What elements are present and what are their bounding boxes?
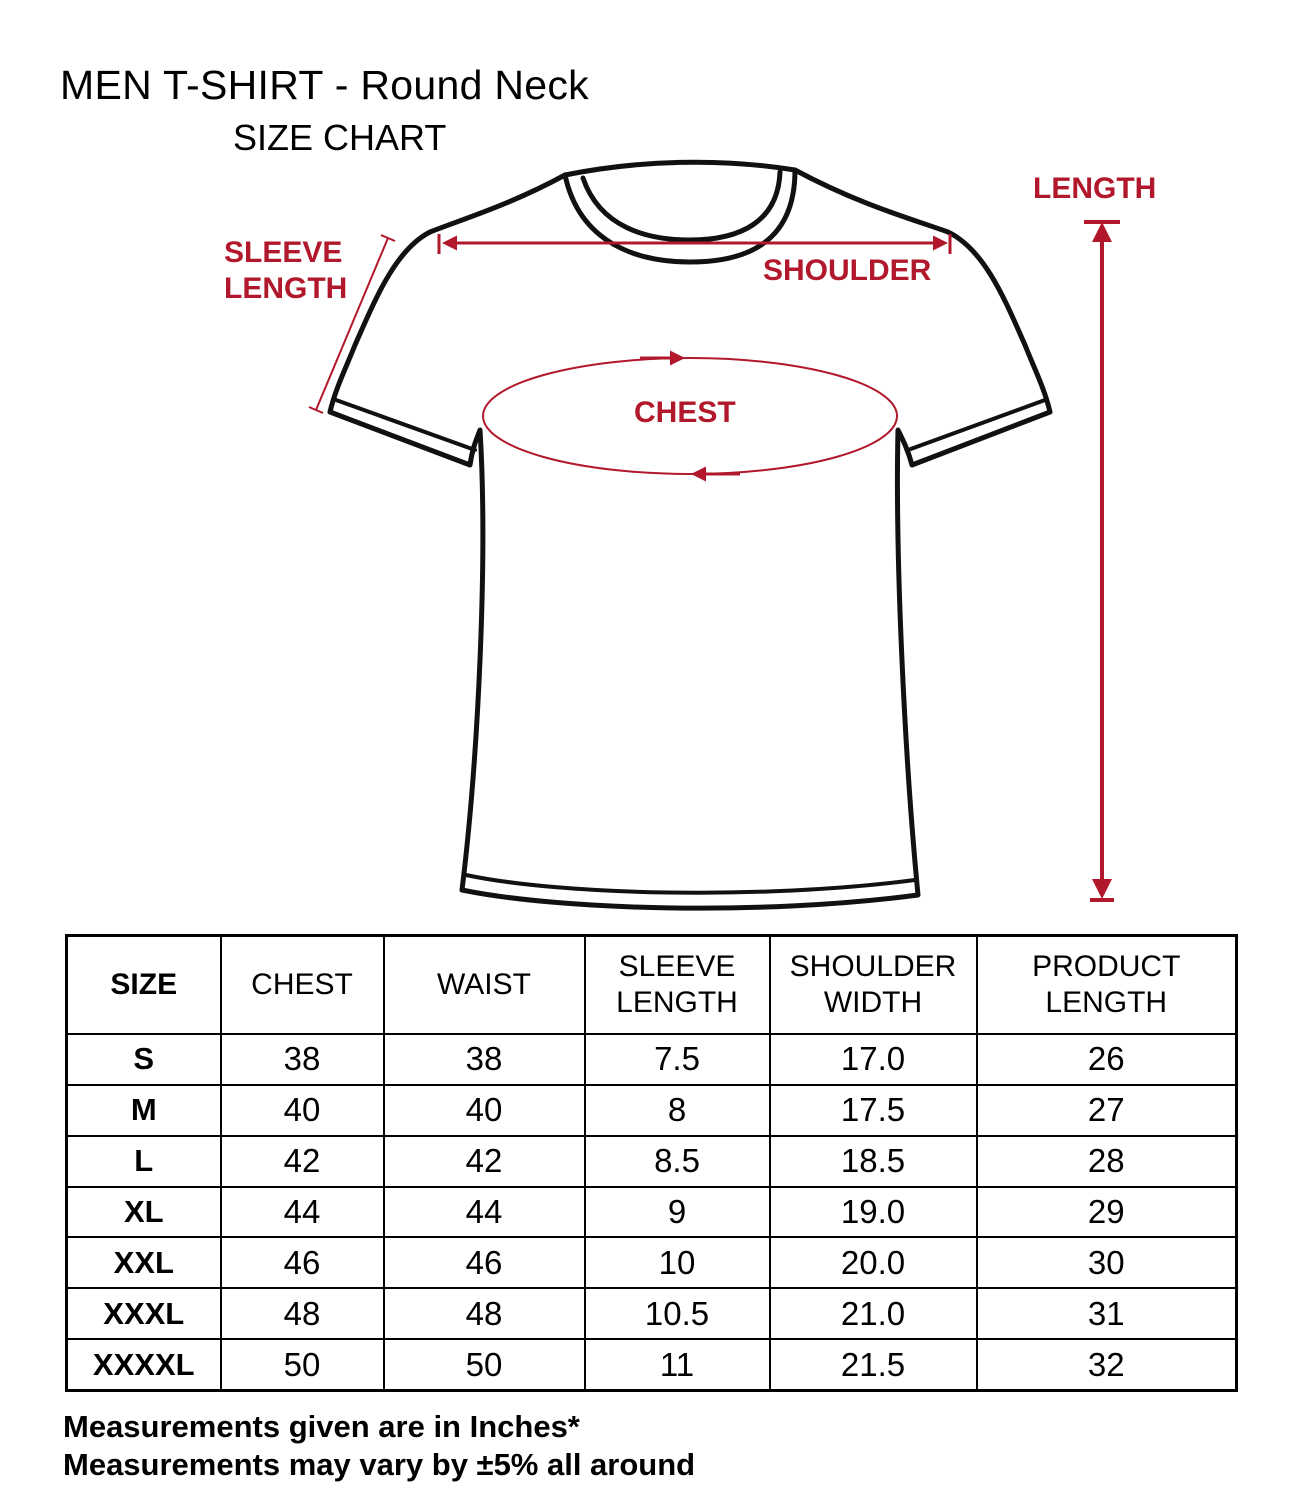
cell-size: S <box>67 1034 221 1085</box>
cell-sleeve-length: 8 <box>585 1085 770 1136</box>
cell-size: XXXL <box>67 1288 221 1339</box>
cell-sleeve-length: 8.5 <box>585 1136 770 1187</box>
table-row <box>67 1237 1237 1288</box>
cell-waist: 42 <box>384 1136 585 1187</box>
cell-waist: 50 <box>384 1339 585 1390</box>
cell-product-length: 26 <box>977 1034 1237 1085</box>
cell-shoulder-width: 19.0 <box>770 1187 977 1238</box>
cell-product-length: 28 <box>977 1136 1237 1187</box>
cell-waist: 46 <box>384 1237 585 1288</box>
measurement-notes <box>63 1408 695 1484</box>
cell-waist: 48 <box>384 1288 585 1339</box>
col-header-size: SIZE <box>67 936 221 1035</box>
cell-chest: 38 <box>221 1034 384 1085</box>
cell-product-length: 29 <box>977 1187 1237 1238</box>
cell-sleeve-length: 11 <box>585 1339 770 1390</box>
cell-product-length: 27 <box>977 1085 1237 1136</box>
cell-waist: 40 <box>384 1085 585 1136</box>
cell-chest: 40 <box>221 1085 384 1136</box>
page-subtitle: SIZE CHART <box>233 117 447 158</box>
cell-product-length: 32 <box>977 1339 1237 1390</box>
col-header-product-length: PRODUCT LENGTH <box>977 936 1237 1035</box>
cell-chest: 46 <box>221 1237 384 1288</box>
cell-shoulder-width: 21.5 <box>770 1339 977 1390</box>
sleeve-label-line1: SLEEVE <box>224 236 343 269</box>
cell-size: M <box>67 1085 221 1136</box>
length-label: LENGTH <box>1033 172 1157 205</box>
cell-chest: 50 <box>221 1339 384 1390</box>
chest-label: CHEST <box>634 396 736 429</box>
note-variance: Measurements may vary by ±5% all around <box>63 1447 696 1482</box>
table-row <box>67 1339 1237 1390</box>
cell-product-length: 30 <box>977 1237 1237 1288</box>
cell-sleeve-length: 7.5 <box>585 1034 770 1085</box>
cell-sleeve-length: 9 <box>585 1187 770 1238</box>
cell-shoulder-width: 17.5 <box>770 1085 977 1136</box>
col-header-waist: WAIST <box>384 936 585 1035</box>
cell-sleeve-length: 10.5 <box>585 1288 770 1339</box>
col-header-shoulder-width: SHOULDER WIDTH <box>770 936 977 1035</box>
cell-chest: 42 <box>221 1136 384 1187</box>
cell-chest: 48 <box>221 1288 384 1339</box>
cell-waist: 38 <box>384 1034 585 1085</box>
cell-sleeve-length: 10 <box>585 1237 770 1288</box>
col-header-chest: CHEST <box>221 936 384 1035</box>
cell-shoulder-width: 20.0 <box>770 1237 977 1288</box>
table-header-row <box>67 936 1237 1035</box>
tshirt-outline <box>330 162 1050 908</box>
cell-shoulder-width: 17.0 <box>770 1034 977 1085</box>
shoulder-label: SHOULDER <box>763 254 932 287</box>
cell-chest: 44 <box>221 1187 384 1238</box>
cell-size: XXL <box>67 1237 221 1288</box>
cell-waist: 44 <box>384 1187 585 1238</box>
cell-size: XL <box>67 1187 221 1238</box>
note-units: Measurements given are in Inches* <box>63 1409 580 1444</box>
sleeve-label-line2: LENGTH <box>224 272 348 305</box>
cell-size: XXXXL <box>67 1339 221 1390</box>
length-arrow <box>1084 222 1120 900</box>
cell-size: L <box>67 1136 221 1187</box>
cell-product-length: 31 <box>977 1288 1237 1339</box>
shoulder-arrow <box>439 234 950 254</box>
table-row <box>67 1187 1237 1238</box>
cell-shoulder-width: 18.5 <box>770 1136 977 1187</box>
page-title: MEN T-SHIRT - Round Neck <box>60 62 589 108</box>
table-row <box>67 1085 1237 1136</box>
table-row <box>67 1136 1237 1187</box>
col-header-sleeve-length: SLEEVE LENGTH <box>585 936 770 1035</box>
cell-shoulder-width: 21.0 <box>770 1288 977 1339</box>
table-row <box>67 1034 1237 1085</box>
size-table <box>65 934 1238 1392</box>
table-row <box>67 1288 1237 1339</box>
